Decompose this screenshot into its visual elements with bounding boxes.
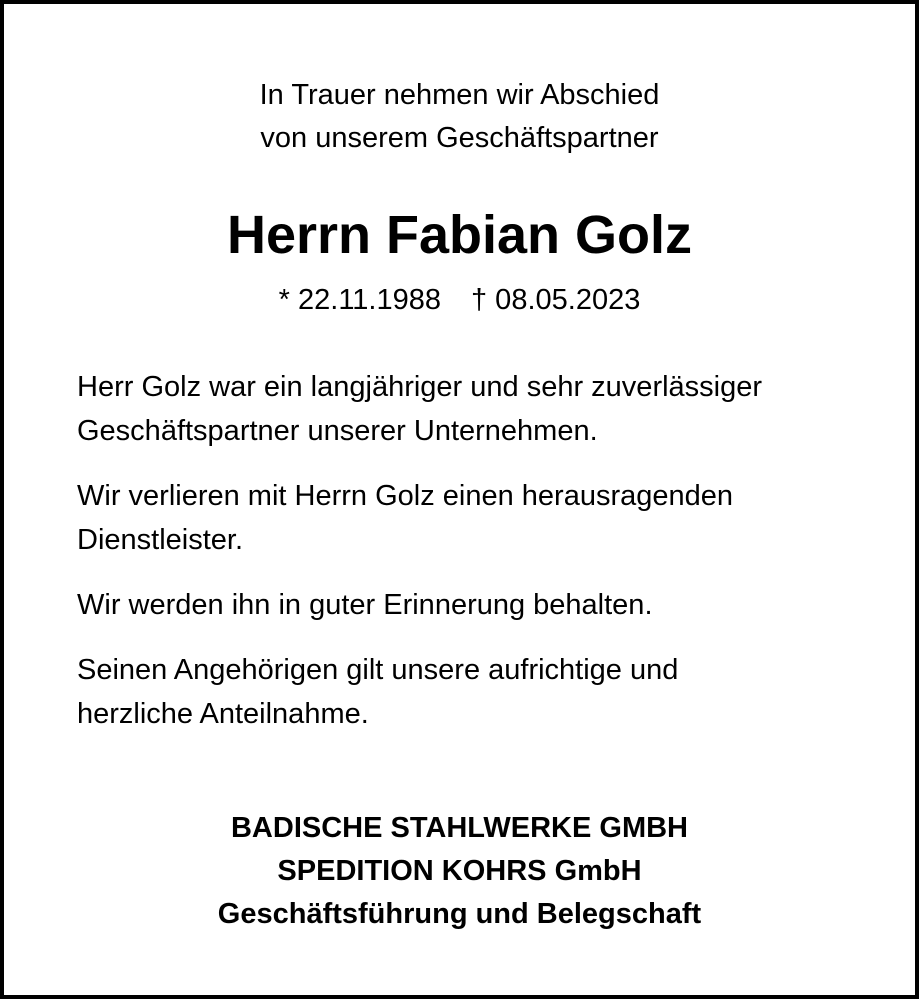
paragraph-2-line-2: Dienstleister.: [77, 524, 244, 556]
signature-block: [4, 807, 915, 936]
intro-text: [4, 74, 915, 160]
paragraph-4-line-2: herzliche Anteilnahme.: [77, 698, 369, 730]
signature-company-1: BADISCHE STAHLWERKE GMBH: [230, 812, 689, 844]
birth-date: * 22.11.1988: [278, 284, 441, 316]
intro-line-2: von unserem Geschäftspartner: [260, 122, 659, 154]
death-date: † 08.05.2023: [471, 284, 641, 316]
paragraph-4-line-1: Seinen Angehörigen gilt unsere aufrichtige und: [77, 654, 679, 686]
paragraph-4: [77, 648, 877, 736]
paragraph-3-line-1: Wir werden ihn in guter Erinnerung behalten.: [77, 589, 653, 621]
paragraph-1-line-1: Herr Golz war ein langjähriger und sehr zuverlässiger: [77, 371, 763, 403]
paragraph-1: [77, 365, 877, 453]
life-dates: [4, 280, 915, 320]
signature-staff: Geschäftsführung und Belegschaft: [217, 898, 702, 930]
paragraph-2-line-1: Wir verlieren mit Herrn Golz einen herausragenden: [77, 480, 734, 512]
signature-company-2: SPEDITION KOHRS GmbH: [277, 855, 642, 887]
paragraph-3: [77, 583, 877, 627]
intro-line-1: In Trauer nehmen wir Abschied: [259, 79, 660, 111]
deceased-name: Herrn Fabian Golz: [226, 205, 693, 265]
paragraph-2: [77, 474, 877, 562]
body-text: [77, 365, 877, 757]
paragraph-1-line-2: Geschäftspartner unserer Unternehmen.: [77, 415, 598, 447]
